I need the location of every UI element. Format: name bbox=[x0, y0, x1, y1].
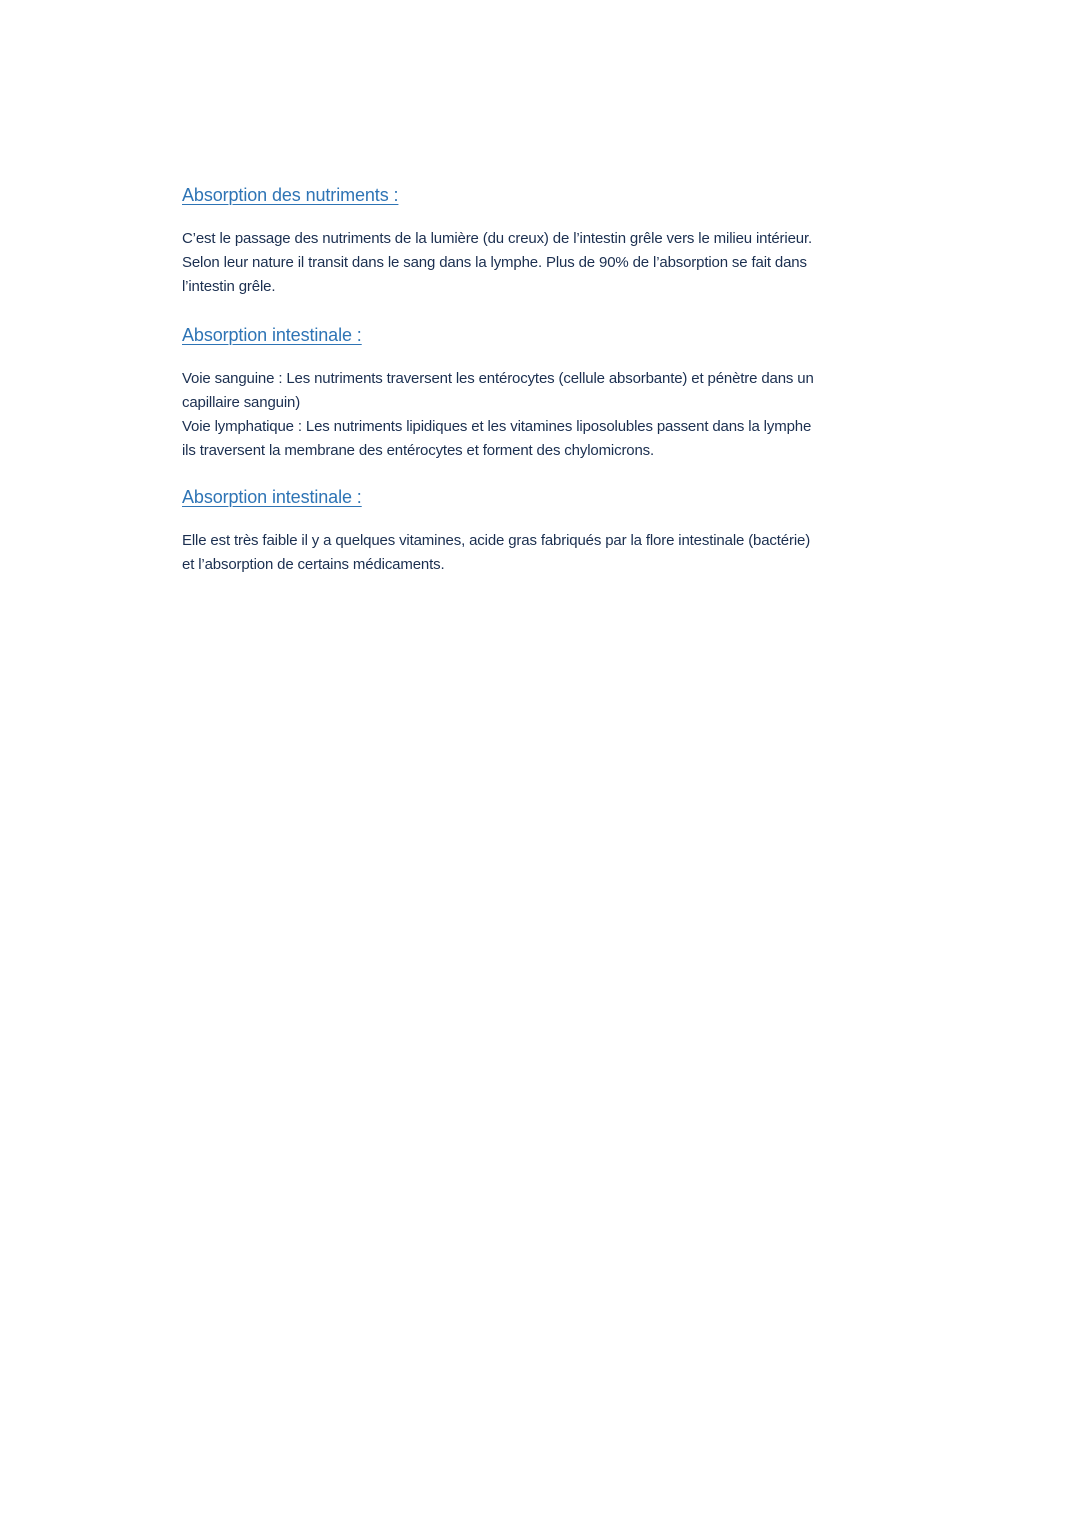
paragraph-line: ils traversent la membrane des entérocytes et forment des chylomicrons. bbox=[182, 442, 655, 459]
paragraph-line: Voie lymphatique : Les nutriments lipidiques et les vitamines liposolubles passent dans la lymphe bbox=[182, 418, 812, 435]
paragraph-line: Selon leur nature il transit dans le sang dans la lymphe. Plus de 90% de l’absorption se fait dans bbox=[182, 254, 807, 271]
paragraph-line: Elle est très faible il y a quelques vitamines, acide gras fabriqués par la flore intestinale (bactérie) bbox=[182, 532, 811, 549]
paragraph-line: et l’absorption de certains médicaments. bbox=[182, 556, 445, 573]
section-heading-absorption-nutriments: Absorption des nutriments : bbox=[182, 185, 399, 205]
section-paragraph-absorption-intestinale bbox=[182, 367, 912, 463]
paragraph-line: l’intestin grêle. bbox=[182, 278, 276, 295]
paragraph-line: capillaire sanguin) bbox=[182, 394, 301, 411]
section-heading-absorption-intestinale: Absorption intestinale : bbox=[182, 325, 362, 345]
section-paragraph-absorption-nutriments bbox=[182, 227, 912, 299]
document-content bbox=[182, 183, 912, 577]
paragraph-line: C’est le passage des nutriments de la lumière (du creux) de l’intestin grêle vers le milieu intérieur. bbox=[182, 230, 813, 247]
section-paragraph-absorption-intestinale-2 bbox=[182, 529, 912, 577]
paragraph-line: Voie sanguine : Les nutriments traversent les entérocytes (cellule absorbante) et pénètre dans un bbox=[182, 370, 814, 387]
section-heading-absorption-intestinale-2: Absorption intestinale : bbox=[182, 487, 362, 507]
